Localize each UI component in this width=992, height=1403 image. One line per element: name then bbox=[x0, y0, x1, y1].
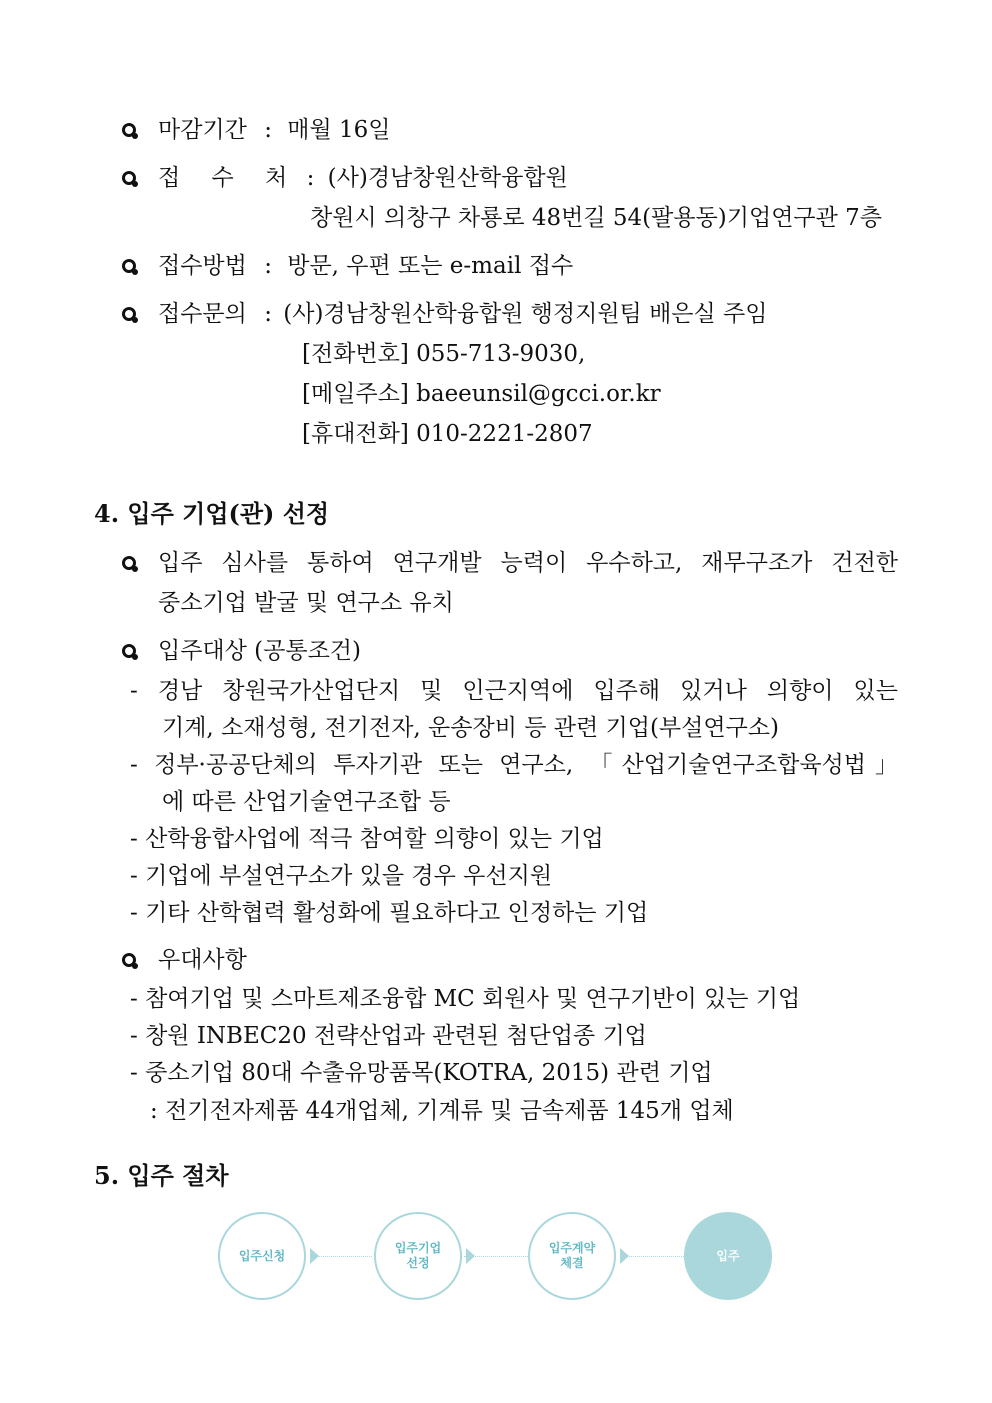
inquiry-mobile: [휴대전화] 010-2221-2807 bbox=[302, 421, 593, 447]
target-item-1-cont: 기계, 소재성형, 전기전자, 운송장비 등 관련 기업(부설연구소) bbox=[162, 715, 779, 741]
office-address: 창원시 의창구 차룡로 48번길 54(팔용동)기업연구관 7층 bbox=[310, 205, 883, 231]
inquiry-value: (사)경남창원산학융합원 행정지원팀 배은실 주임 bbox=[283, 301, 768, 327]
preference-item-2: - 창원 INBEC20 전략산업과 관련된 첨단업종 기업 bbox=[130, 1023, 647, 1049]
office-row bbox=[158, 162, 568, 194]
bullet-icon bbox=[122, 307, 136, 321]
section-4-title: 4. 입주 기업(관) 선정 bbox=[94, 499, 330, 528]
method-value: 방문, 우편 또는 e-mail 접수 bbox=[287, 253, 574, 279]
target-item-4: - 기업에 부설연구소가 있을 경우 우선지원 bbox=[130, 863, 553, 889]
target-item-3: - 산학융합사업에 적극 참여할 의향이 있는 기업 bbox=[130, 826, 604, 852]
step-selection bbox=[374, 1212, 462, 1300]
inquiry-label: 접수문의 bbox=[158, 301, 247, 327]
target-item-2-cont: 에 따른 산업기술연구조합 등 bbox=[162, 789, 451, 815]
deadline-value: 매월 16일 bbox=[287, 117, 391, 143]
connector-line bbox=[310, 1256, 372, 1257]
colon: : bbox=[264, 253, 272, 279]
preference-item-3-detail: : 전기전자제품 44개업체, 기계류 및 금속제품 145개 업체 bbox=[150, 1098, 734, 1124]
step-apply bbox=[218, 1212, 306, 1300]
preferences-title: 우대사항 bbox=[158, 947, 247, 973]
inquiry-phone: [전화번호] 055-713-9030, bbox=[302, 341, 586, 367]
deadline-row bbox=[158, 114, 390, 146]
bullet-icon bbox=[122, 556, 136, 570]
preference-item-1: - 참여기업 및 스마트제조융합 MC 회원사 및 연구기반이 있는 기업 bbox=[130, 986, 801, 1012]
bullet-icon bbox=[122, 259, 136, 273]
step-label: 입주계약 bbox=[548, 1241, 596, 1255]
arrow-right-icon bbox=[620, 1248, 629, 1264]
method-row bbox=[158, 250, 573, 282]
bullet-icon bbox=[122, 644, 136, 658]
method-label: 접수방법 bbox=[158, 253, 247, 279]
arrow-right-icon bbox=[466, 1248, 475, 1264]
inquiry-email: [메일주소] baeeunsil@gcci.or.kr bbox=[302, 381, 661, 407]
targets-title: 입주대상 (공통조건) bbox=[158, 638, 362, 664]
colon: : bbox=[264, 301, 272, 327]
step-label-2: 체결 bbox=[560, 1256, 584, 1270]
bullet-icon bbox=[122, 171, 136, 185]
office-label: 접 수 처 bbox=[158, 165, 300, 191]
bullet-icon bbox=[122, 953, 136, 967]
step-contract bbox=[528, 1212, 616, 1300]
inquiry-row bbox=[158, 298, 768, 330]
arrow-right-icon bbox=[310, 1248, 319, 1264]
section-4-intro-line-2: 중소기업 발굴 및 연구소 유치 bbox=[158, 590, 454, 616]
office-value: (사)경남창원산학융합원 bbox=[327, 165, 568, 191]
step-label: 입주신청 bbox=[238, 1248, 286, 1263]
section-5-title: 5. 입주 절차 bbox=[94, 1161, 229, 1190]
step-move-in bbox=[684, 1212, 772, 1300]
bullet-icon bbox=[122, 123, 136, 137]
step-label: 입주기업 bbox=[394, 1241, 442, 1255]
target-item-5: - 기타 산학협력 활성화에 필요하다고 인정하는 기업 bbox=[130, 900, 649, 926]
section-4-intro-line-1: 입주 심사를 통하여 연구개발 능력이 우수하고, 재무구조가 건전한 bbox=[158, 550, 898, 576]
process-flow bbox=[218, 1212, 778, 1304]
deadline-label: 마감기간 bbox=[158, 117, 247, 143]
step-label-2: 선정 bbox=[406, 1256, 430, 1270]
preference-item-3: - 중소기업 80대 수출유망품목(KOTRA, 2015) 관련 기업 bbox=[130, 1060, 713, 1086]
colon: : bbox=[306, 165, 315, 191]
colon: : bbox=[264, 117, 272, 143]
target-item-1: - 경남 창원국가산업단지 및 인근지역에 입주해 있거나 의향이 있는 bbox=[130, 678, 898, 704]
connector-line bbox=[620, 1256, 684, 1257]
step-label: 입주 bbox=[716, 1248, 740, 1263]
target-item-2: - 정부·공공단체의 투자기관 또는 연구소, 「산업기술연구조합육성법」 bbox=[130, 752, 898, 778]
